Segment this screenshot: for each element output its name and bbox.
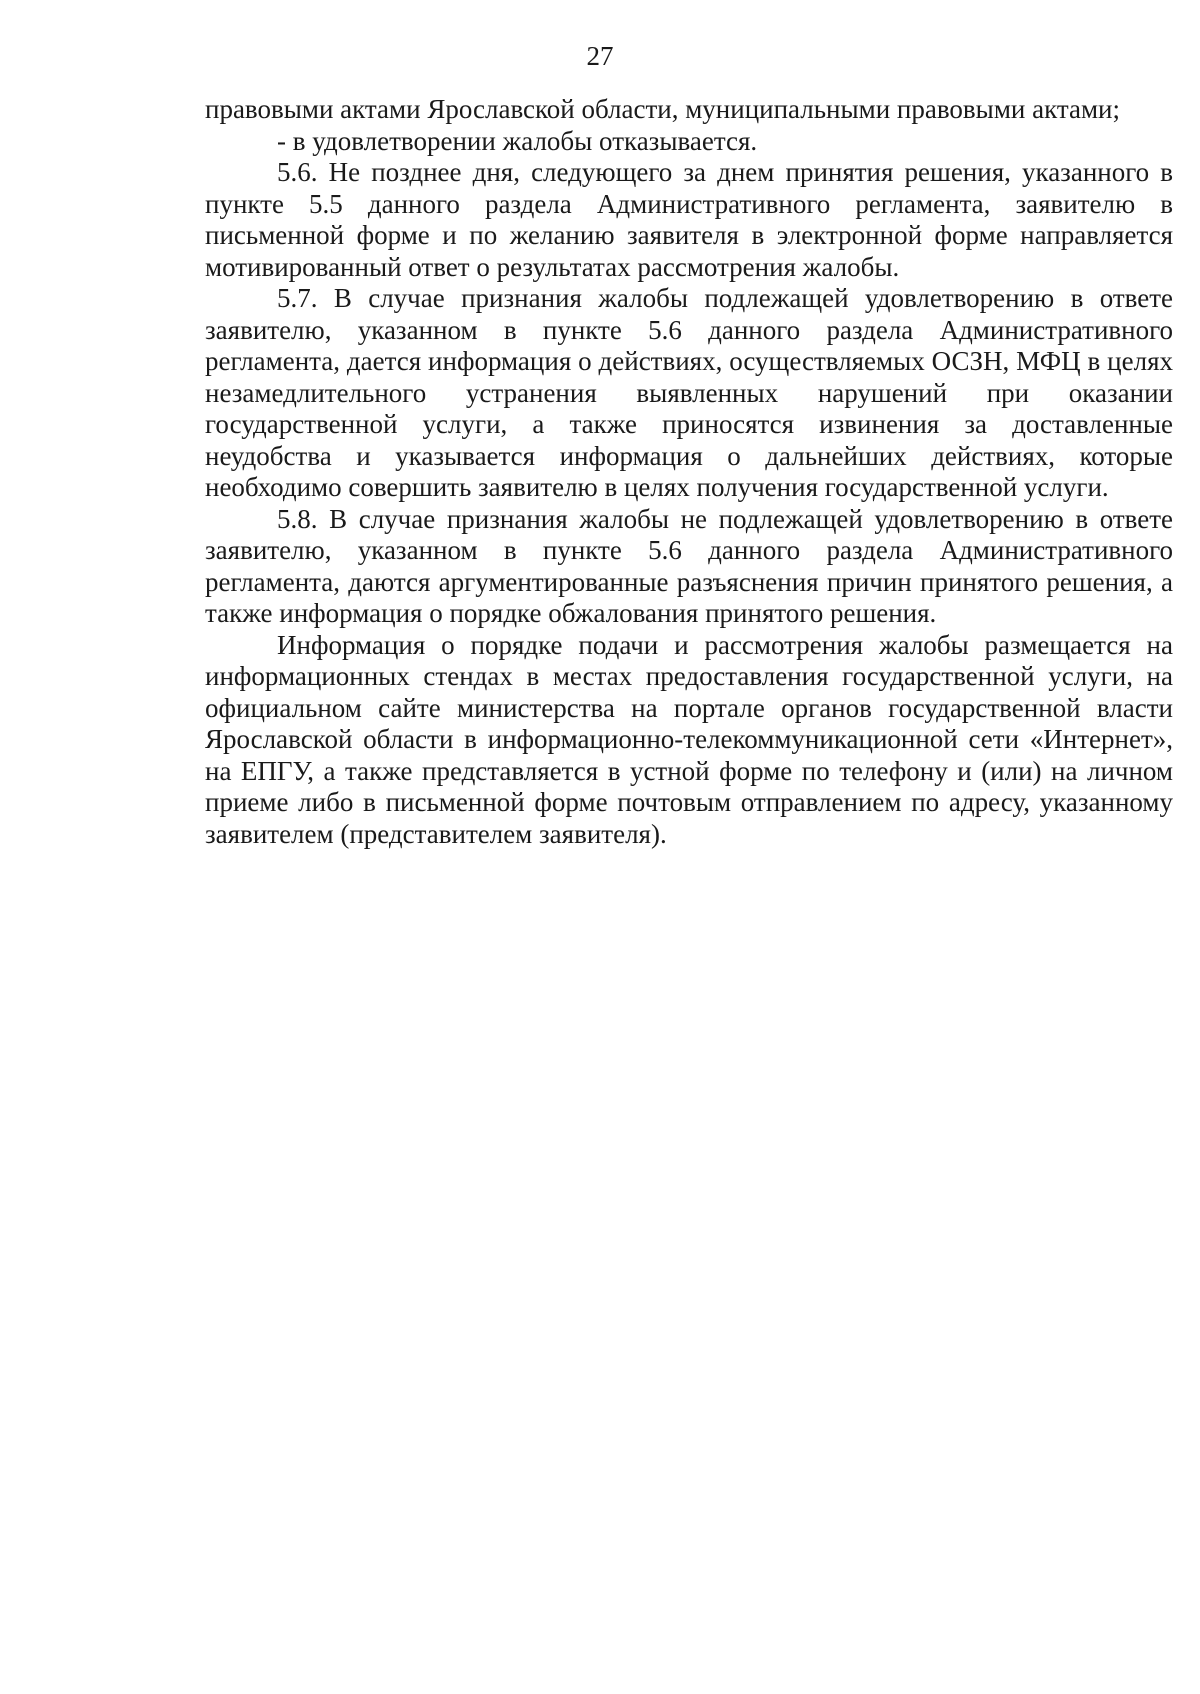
paragraph-refusal: - в удовлетворении жалобы отказывается.	[277, 125, 758, 156]
document-body	[205, 94, 1173, 850]
paragraph-information: Информация о порядке подачи и рассмотрения жалобы размещается на информационных стендах в местах предоставления государственной услуги, на официальном сайте министерства на портале органов государственной власти Ярославской области в информационно-телекоммуникационной сети «Интернет», на ЕПГУ, а также представляется в устной форме по телефону и (или) на личном приеме либо в письменной форме почтовым отправлением по адресу, указанному заявителем (представителем заявителя).	[205, 629, 1173, 849]
paragraph-5-7: 5.7. В случае признания жалобы подлежащей удовлетворению в ответе заявителю, указанном в пункте 5.6 данного раздела Административного регламента, дается информация о действиях, осуществляемых ОСЗН, МФЦ в целях незамедлительного устранения выявленных нарушений при оказании государственной услуги, а также приносятся извинения за доставленные неудобства и указывается информация о дальнейших действиях, которые необходимо совершить заявителю в целях получения государственной услуги.	[205, 283, 1173, 502]
paragraph-continuation: правовыми актами Ярославской области, муниципальными правовыми актами;	[205, 94, 1120, 124]
paragraph-5-8: 5.8. В случае признания жалобы не подлежащей удовлетворению в ответе заявителю, указанном в пункте 5.6 данного раздела Административного регламента, даются аргументированные разъяснения причин принятого решения, а также информация о порядке обжалования принятого решения.	[205, 503, 1173, 628]
paragraph-5-6: 5.6. Не позднее дня, следующего за днем принятия решения, указанного в пункте 5.5 данного раздела Административного регламента, заявителю в письменной форме и по желанию заявителя в электронной форме направляется мотивированный ответ о результатах рассмотрения жалобы.	[205, 157, 1173, 282]
page-number: 27	[586, 41, 614, 71]
